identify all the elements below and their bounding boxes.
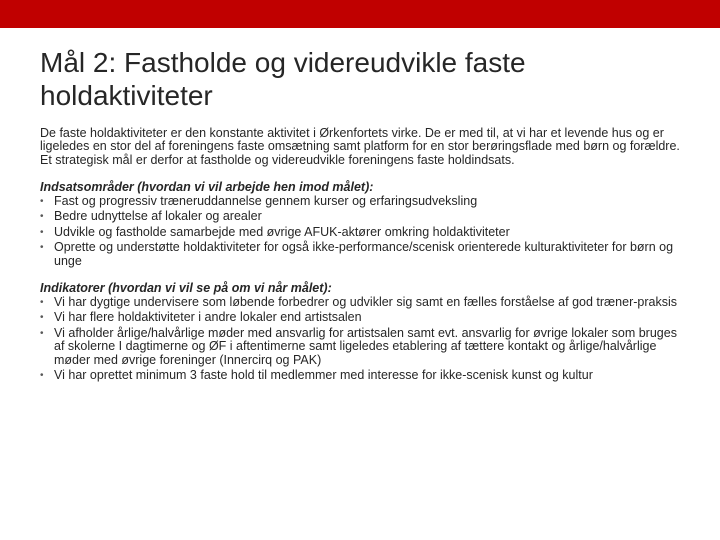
bullet-icon: • [40,370,44,382]
list-item-text: Oprette og understøtte holdaktiviteter for også ikke-performance/scenisk orienterede kulturaktiviteter for børn og unge [54,240,674,268]
list-item [40,369,688,382]
indsats-heading: Indsatsområder (hvordan vi vil arbejde hen imod målet): [40,180,374,195]
list-item [40,311,688,324]
list-item-text: Bedre udnyttelse af lokaler og arealer [54,209,262,224]
indsats-list [40,195,688,269]
list-item-text: Fast og progressiv træneruddannelse gennem kurser og erfaringsudveksling [54,193,478,208]
bullet-icon: • [40,211,44,223]
intro-paragraph: De faste holdaktiviteter er den konstante aktivitet i Ørkenfortets virke. De er med til, at vi har et levende hus og er ligeledes en stor del af foreningens faste omsætning samt platform for en stor berøringsflade med børn og forældre. Et strategisk mål er derfor at fastholde og videreudvikle foreningens faste holdindsats. [40,126,680,167]
bullet-icon: • [40,242,44,254]
list-item [40,327,688,367]
slide-title: Mål 2: Fastholde og videreudvikle faste holdaktiviteter [40,47,526,111]
bullet-icon: • [40,312,44,324]
list-item-text: Vi har dygtige undervisere som løbende forbedrer og udvikler sig samt en fælles forståelse af god træner-praksis [54,294,677,309]
bullet-icon: • [40,195,44,207]
list-item-text: Vi afholder årlige/halvårlige møder med ansvarlig for artistsalen samt evt. ansvarlig for øvrige lokaler som bruges af skolerne I dagtimerne og ØF i aftentimerne samt ligeledes etablering af tættere kontakt og årlige/halvårlige møder med øvrige foreninger (Innercirq og PAK) [54,325,677,367]
bullet-icon: • [40,327,44,339]
list-item [40,210,688,223]
list-item [40,241,688,268]
slide-body [40,127,688,397]
list-item [40,195,688,208]
list-item-text: Vi har flere holdaktiviteter i andre lokaler end artistsalen [54,310,362,325]
bullet-icon: • [40,226,44,238]
indikatorer-heading: Indikatorer (hvordan vi vil se på om vi når målet): [40,281,332,296]
top-accent-bar [0,0,720,28]
list-item [40,296,688,309]
list-item-text: Udvikle og fastholde samarbejde med øvrige AFUK-aktører omkring holdaktiviteter [54,224,510,239]
indikatorer-list [40,296,688,383]
list-item-text: Vi har oprettet minimum 3 faste hold til medlemmer med interesse for ikke-scenisk kunst og kultur [54,368,593,383]
list-item [40,226,688,239]
bullet-icon: • [40,296,44,308]
